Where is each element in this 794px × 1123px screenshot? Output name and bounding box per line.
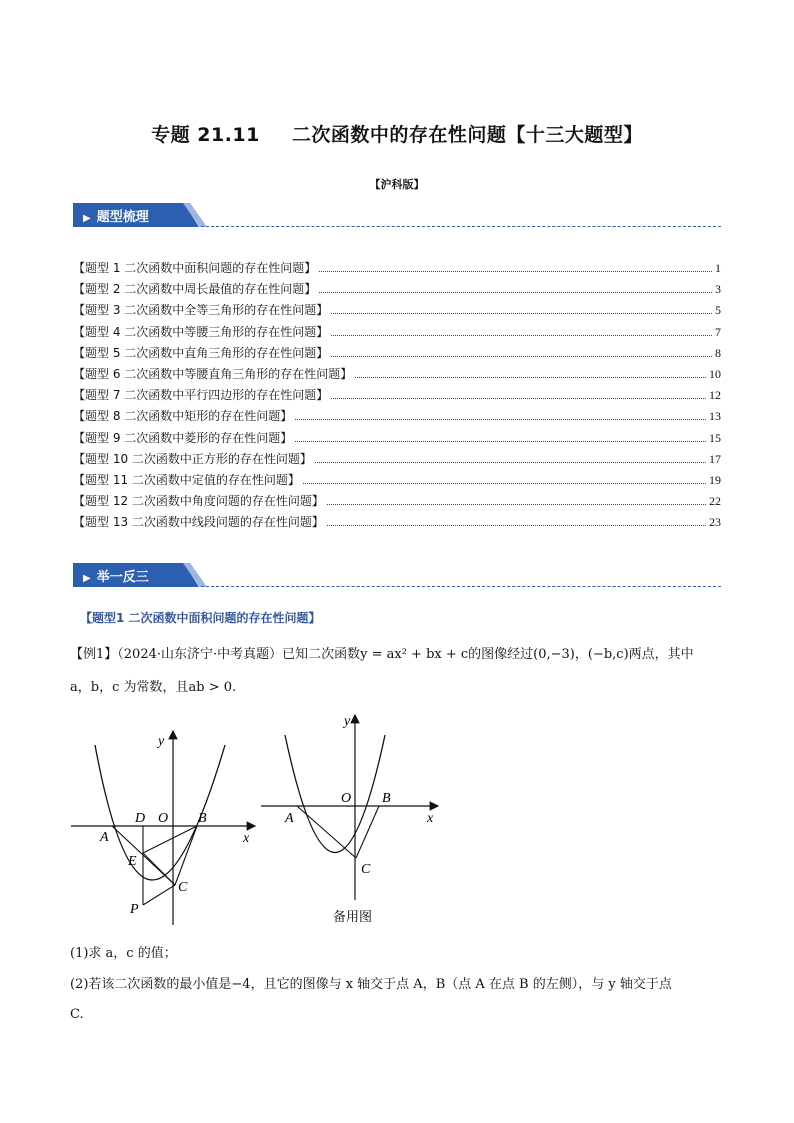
table-of-contents xyxy=(73,259,721,534)
toc-row[interactable]: 【题型 1 二次函数中面积问题的存在性问题】 1 xyxy=(73,261,721,275)
toc-row[interactable]: 【题型 13 二次函数中线段问题的存在性问题】 23 xyxy=(73,515,721,530)
label-y: y xyxy=(344,714,351,729)
play-icon: ▶ xyxy=(83,213,91,224)
section-bar-examples xyxy=(73,563,721,587)
toc-row[interactable]: 【题型 5 二次函数中直角三角形的存在性问题】 8 xyxy=(73,345,721,360)
toc-row[interactable]: 【题型 9 二次函数中菱形的存在性问题】 15 xyxy=(73,430,721,445)
example-line-2: a，b，c 为常数，且ab > 0. xyxy=(70,680,237,695)
toc-row[interactable]: 【题型 11 二次函数中定值的存在性问题】 19 xyxy=(73,472,721,487)
toc-row[interactable]: 【题型 12 二次函数中角度问题的存在性问题】 22 xyxy=(73,494,721,509)
label-x: x xyxy=(427,811,434,826)
play-icon: ▶ xyxy=(83,573,91,584)
label-A: A xyxy=(100,830,109,845)
label-O: O xyxy=(341,791,352,806)
toc-row[interactable]: 【题型 7 二次函数中平行四边形的存在性问题】 12 xyxy=(73,388,721,403)
toc-row[interactable]: 【题型 2 二次函数中周长最值的存在性问题】 3 xyxy=(73,282,721,297)
section-title-overview: 题型梳理 xyxy=(96,210,149,225)
example-line-1: 【例1】（2024·山东济宁·中考真题）已知二次函数y = ax² + bx + c的图像经过(0,−3)，(−b,c)两点，其中 xyxy=(70,647,694,662)
label-y: y xyxy=(158,734,165,749)
label-C: C xyxy=(361,862,371,877)
toc-row[interactable]: 【题型 8 二次函数中矩形的存在性问题】 13 xyxy=(73,409,721,424)
label-D: D xyxy=(135,811,146,826)
label-B: B xyxy=(382,791,391,806)
edition-label: 【沪科版】 xyxy=(369,178,425,191)
title-text: 二次函数中的存在性问题【十三大题型】 xyxy=(291,124,643,146)
toc-row[interactable]: 【题型 10 二次函数中正方形的存在性问题】 17 xyxy=(73,451,721,466)
label-O: O xyxy=(158,811,169,826)
figure-backup xyxy=(255,705,455,935)
label-A: A xyxy=(285,811,294,826)
question-2 xyxy=(70,970,730,1030)
label-P: P xyxy=(130,902,139,917)
example-statement xyxy=(70,638,730,704)
label-B: B xyxy=(198,811,207,826)
figure-caption: 备用图 xyxy=(333,910,373,925)
label-C: C xyxy=(178,880,188,895)
section-bar-overview xyxy=(73,203,721,227)
toc-row[interactable]: 【题型 3 二次函数中全等三角形的存在性问题】 5 xyxy=(73,303,721,318)
question-1: (1)求 a，c 的值； xyxy=(70,946,177,961)
question-2-line-1: (2)若该二次函数的最小值是−4，且它的图像与 x 轴交于点 A，B（点 A 在点 B 的左侧），与 y 轴交于点 xyxy=(70,977,672,992)
toc-row[interactable]: 【题型 4 二次函数中等腰三角形的存在性问题】 7 xyxy=(73,324,721,339)
question-2-line-2: C. xyxy=(70,1007,84,1022)
label-x: x xyxy=(243,831,250,846)
label-E: E xyxy=(128,854,137,869)
toc-row[interactable]: 【题型 6 二次函数中等腰直角三角形的存在性问题】 10 xyxy=(73,366,721,381)
title-number: 专题 21.11 xyxy=(151,124,260,146)
figure-main xyxy=(65,725,265,930)
section-title-examples: 举一反三 xyxy=(96,570,149,585)
page-title xyxy=(0,120,794,147)
problem-type-heading: 【题型1 二次函数中面积问题的存在性问题】 xyxy=(80,611,321,625)
